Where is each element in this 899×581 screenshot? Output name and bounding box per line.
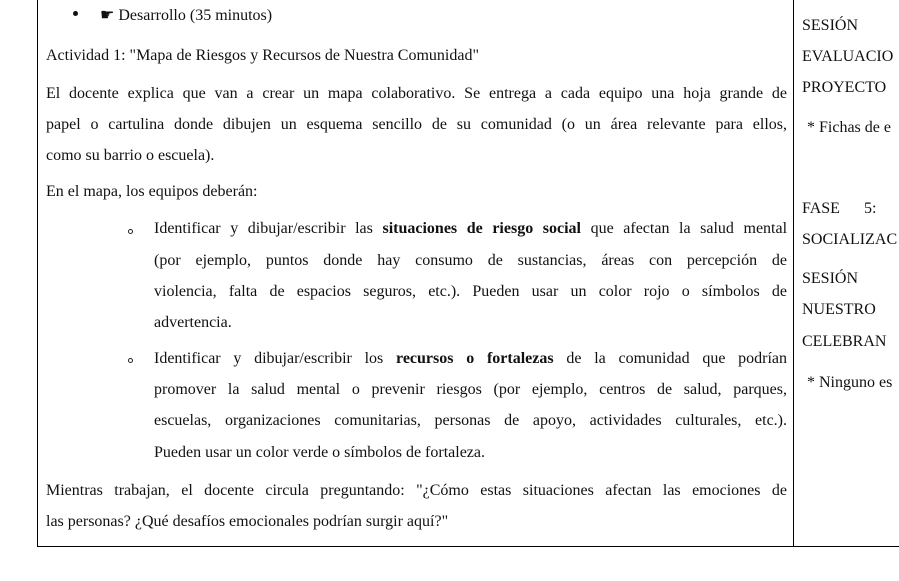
item2-line-1: Identificar y dibujar/escribir los recursos o fortalezas de la comunidad que podrían <box>154 350 788 367</box>
column-divider <box>793 0 794 547</box>
side-line-1: SESIÓN <box>802 17 859 34</box>
activity-title: Actividad 1: "Mapa de Riesgos y Recursos de Nuestra Comunidad" <box>46 47 479 64</box>
closing-line-1: Mientras trabajan, el docente circula preguntando: "¿Cómo estas situaciones afectan las emociones de <box>46 482 787 499</box>
item1-line-2: (por ejemplo, puntos donde hay consumo de sustancias, áreas con percepción de <box>154 252 787 269</box>
item2-line-3: escuelas, organizaciones comunitarias, personas de apoyo, actividades culturales, etc.). <box>154 412 787 429</box>
item2-line-2: promover la salud mental o prevenir riesgos (por ejemplo, centros de salud, parques, <box>154 381 787 398</box>
side-line-7: SESIÓN <box>802 270 859 287</box>
item1-line-1: Identificar y dibujar/escribir las situaciones de riesgo social que afectan la salud mental <box>154 220 788 237</box>
side-line-8: NUESTRO <box>802 301 876 318</box>
intro-line-1: El docente explica que van a crear un mapa colaborativo. Se entrega a cada equipo una hoja grande de <box>46 85 787 102</box>
item1-line-3: violencia, falta de espacios seguros, etc.). Pueden usar un color rojo o símbolos de <box>154 283 787 300</box>
side-line-9: CELEBRAN <box>802 333 887 350</box>
lesson-plan-table <box>37 0 899 547</box>
circle-bullet-2 <box>128 358 133 363</box>
map-intro: En el mapa, los equipos deberán: <box>46 183 258 200</box>
side-line-4: * Fichas de e <box>807 119 891 136</box>
side-line-5: FASE 5: <box>802 200 877 217</box>
side-line-2: EVALUACIO <box>802 48 894 65</box>
item2-line-4: Pueden usar un color verde o símbolos de fortaleza. <box>154 444 486 461</box>
side-line-6: SOCIALIZAC <box>802 231 898 248</box>
bullet-item-desarrollo: ☛ Desarrollo (35 minutos) <box>100 7 273 24</box>
circle-bullet-1 <box>128 229 133 234</box>
intro-line-3: como su barrio o escuela). <box>46 147 215 164</box>
closing-line-2: las personas? ¿Qué desafíos emocionales podrían surgir aquí?" <box>46 513 449 530</box>
item1-line-4: advertencia. <box>154 314 232 331</box>
intro-line-2: papel o cartulina donde dibujen un esquema sencillo de su comunidad (o un área relevante para ellos, <box>46 116 787 133</box>
bullet-dot <box>73 11 78 16</box>
side-line-10: * Ninguno es <box>807 374 893 391</box>
side-line-3: PROYECTO <box>802 79 887 96</box>
